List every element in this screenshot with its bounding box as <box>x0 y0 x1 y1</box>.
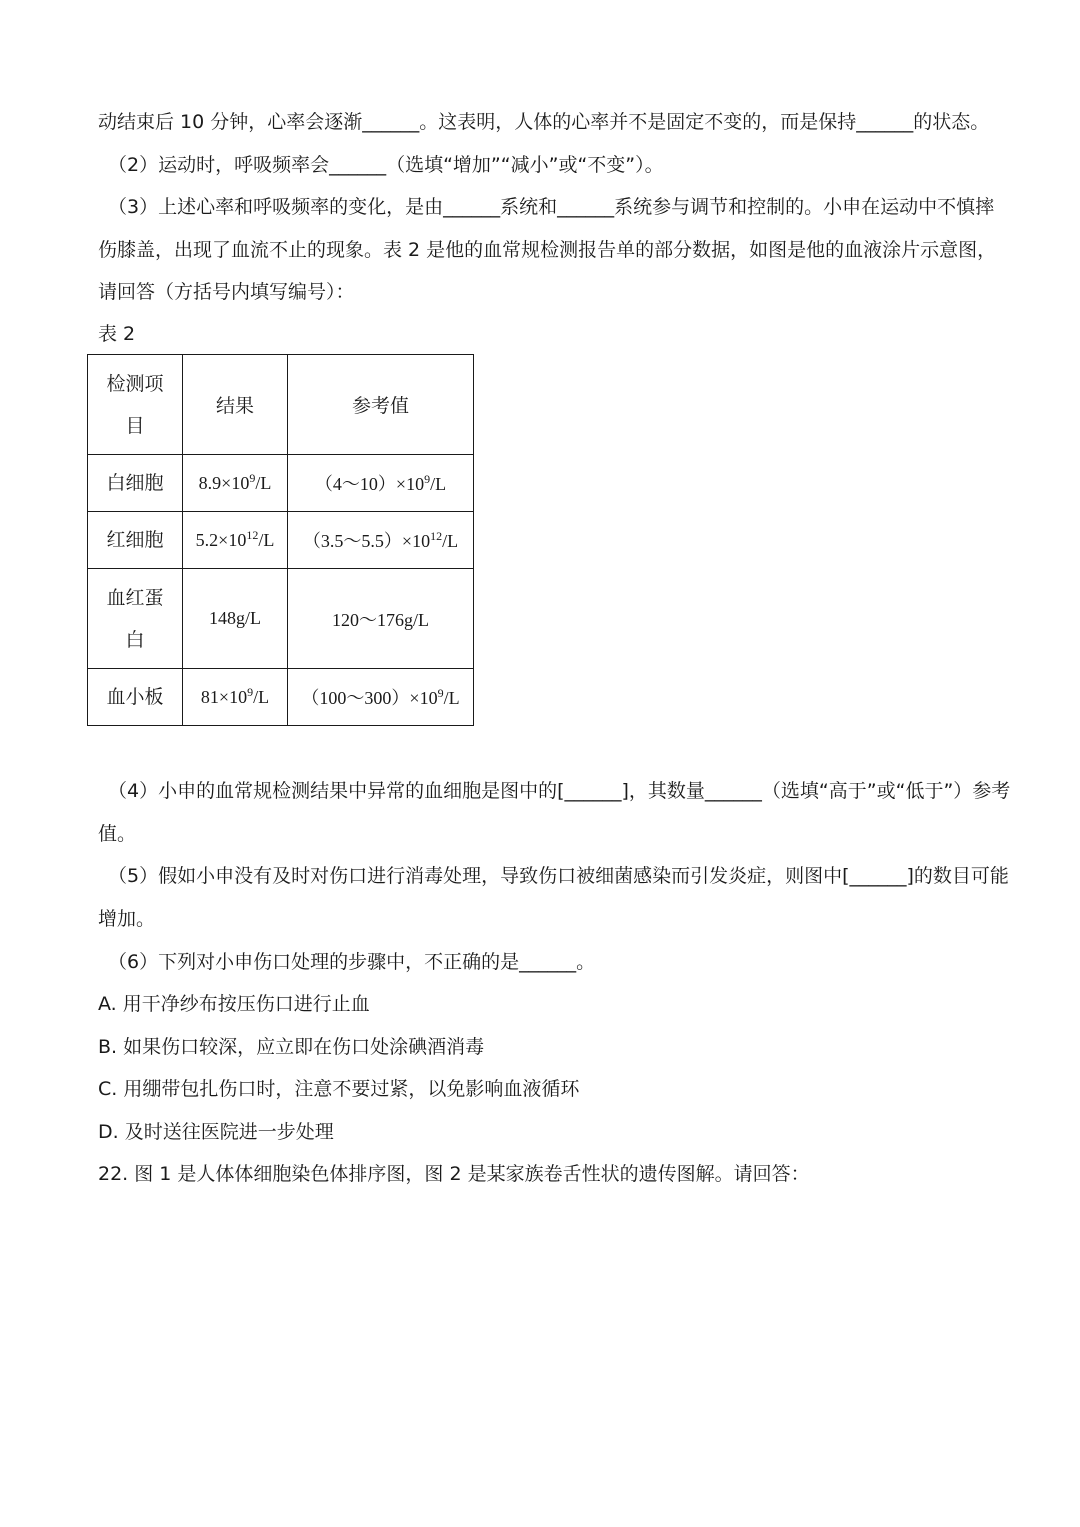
reference-exponent: 9 <box>437 686 444 700</box>
row-item-line-1: 血红蛋 <box>106 586 164 609</box>
header-reference: 参考值 <box>288 355 474 455</box>
result-base: 5.2×10 <box>195 529 247 550</box>
result-base: 8.9×10 <box>198 472 250 493</box>
table-row <box>88 569 474 669</box>
row-result <box>183 512 288 569</box>
table-row <box>88 512 474 569</box>
row-item: 白细胞 <box>88 455 183 512</box>
option-c: C. 用绷带包扎伤口时，注意不要过紧，以免影响血液循环 <box>98 1078 580 1100</box>
result-base: 81×10 <box>200 686 248 707</box>
question-2-line-1: （2）运动时，呼吸频率会______（选填“增加”“减小”或“不变”）。 <box>108 154 664 176</box>
question-3-line-3: 请回答（方括号内填写编号）： <box>98 281 355 303</box>
blood-test-table <box>87 354 474 726</box>
row-result: 148g/L <box>183 569 288 669</box>
reference-base: （3.5～5.5）×10 <box>302 531 431 551</box>
header-item-line-2: 目 <box>125 414 145 437</box>
table-header-row <box>88 355 474 455</box>
reference-unit: /L <box>443 688 460 708</box>
row-reference: 120～176g/L <box>288 569 474 669</box>
option-d: D. 及时送往医院进一步处理 <box>98 1121 334 1143</box>
header-result: 结果 <box>183 355 288 455</box>
question-4-line-2: 值。 <box>98 823 137 845</box>
table-row <box>88 455 474 512</box>
table-row <box>88 669 474 726</box>
question-5-line-1: （5）假如小申没有及时对伤口进行消毒处理，导致伤口被细菌感染而引发炎症，则图中[______]的数目可能 <box>108 865 1009 887</box>
header-item <box>88 355 183 455</box>
row-reference <box>288 455 474 512</box>
question-22-line-1: 22. 图 1 是人体体细胞染色体排序图，图 2 是某家族卷舌性状的遗传图解。请回答： <box>98 1163 810 1185</box>
result-exponent: 9 <box>249 470 256 485</box>
table-caption: 表 2 <box>98 323 136 345</box>
option-b: B. 如果伤口较深，应立即在伤口处涂碘酒消毒 <box>98 1036 485 1058</box>
row-item-line-2: 白 <box>125 628 145 651</box>
result-unit: /L <box>255 472 272 493</box>
row-reference <box>288 512 474 569</box>
row-item: 红细胞 <box>88 512 183 569</box>
result-unit: /L <box>258 529 275 550</box>
row-item: 血小板 <box>88 669 183 726</box>
row-reference <box>288 669 474 726</box>
result-exponent: 12 <box>246 527 259 542</box>
option-a: A. 用干净纱布按压伤口进行止血 <box>98 993 370 1015</box>
result-exponent: 9 <box>247 684 254 699</box>
question-6-line-1: （6）下列对小申伤口处理的步骤中，不正确的是______。 <box>108 951 596 973</box>
question-4-line-1: （4）小申的血常规检测结果中异常的血细胞是图中的[______]，其数量______（选填“高于”或“低于”）参考 <box>108 780 1011 802</box>
question-3-line-2: 伤膝盖，出现了血流不止的现象。表 2 是他的血常规检测报告单的部分数据，如图是他的血液涂片示意图， <box>98 239 997 261</box>
reference-exponent: 9 <box>424 472 431 486</box>
paragraph-1-line-1: 动结束后 10 分钟，心率会逐渐______。这表明，人体的心率并不是固定不变的，而是保持______的状态。 <box>98 111 990 133</box>
result-unit: /L <box>253 686 270 707</box>
question-5-line-2: 增加。 <box>98 908 156 930</box>
reference-unit: /L <box>430 474 447 494</box>
header-item-line-1: 检测项 <box>106 372 164 395</box>
reference-base: （4～10）×10 <box>314 474 425 494</box>
question-3-line-1: （3）上述心率和呼吸频率的变化，是由______系统和______系统参与调节和控制的。小申在运动中不慎摔 <box>108 196 995 218</box>
reference-base: （100～300）×10 <box>301 688 438 708</box>
row-item <box>88 569 183 669</box>
reference-exponent: 12 <box>430 529 443 543</box>
row-result <box>183 669 288 726</box>
reference-unit: /L <box>442 531 459 551</box>
row-result <box>183 455 288 512</box>
